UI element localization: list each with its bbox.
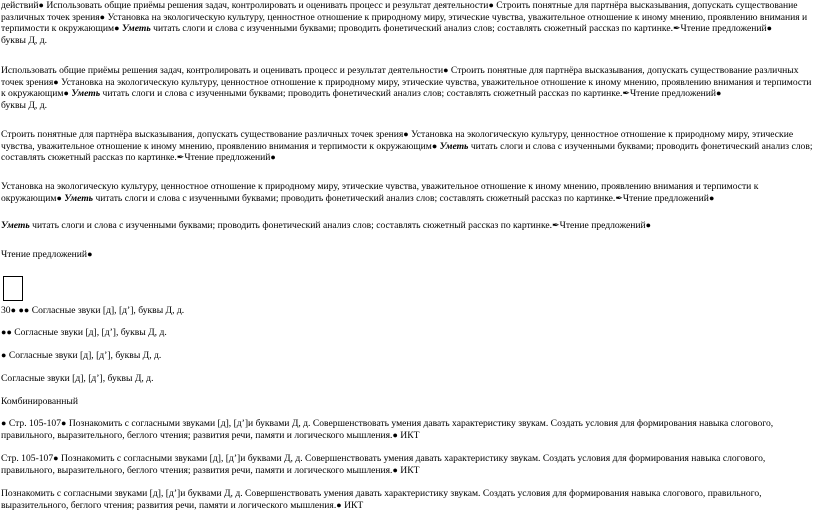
paragraph-10 — [1, 373, 813, 385]
bullet-icon: ● — [53, 76, 59, 87]
text: читать слоги и слова с изученными буквами; проводить фонетический анализ слов; составлять сюжетный рассказ по картинке. — [93, 192, 616, 204]
text: Строить понятные для партнёра высказывания, допускать существование различных точек зрения — [1, 0, 798, 23]
paragraph-9 — [1, 350, 813, 362]
emphasis-text: Уметь — [71, 88, 101, 100]
text: читать слоги и слова с изученными буквами; проводить фонетический анализ слов; составлять сюжетный рассказ по картинке. — [1, 140, 813, 164]
text: Чтение предложений — [680, 23, 767, 35]
text: ИКТ — [341, 499, 364, 511]
text: Стр. 105-107 — [1, 453, 54, 464]
paragraph-12 — [1, 418, 813, 441]
text: 30 — [1, 305, 11, 316]
bullet-icon: ● — [87, 249, 93, 259]
bullet-icon: ● — [38, 0, 44, 10]
paragraph-3 — [1, 129, 813, 164]
text: Познакомить с согласными звуками [д], [д’]и буквами Д, д. Совершенствовать умения давать характеристику звукам. Создать условия для формирования навыка слогового, правильного, выразительного, беглого чтения; развития речи, памяти и логического мышления. — [1, 488, 762, 511]
bullet-icon: ● — [99, 11, 106, 22]
text: Установка на экологическую культуру, ценностное отношение к природному миру, этические чувства, уважительное отношение к иному мнению, проявлению внимания и терпимости к окружающим — [1, 76, 812, 100]
text: Установка на экологическую культуру, ценностное отношение к природному миру, этические чувства, уважительное отношение к иному мнению, проявлению внимания и терпимости к окружающим — [1, 11, 808, 35]
text: читать слоги и слова с изученными буквами; проводить фонетический анализ слов; составлять сюжетный рассказ по картинке. — [100, 88, 623, 100]
paragraph-14 — [1, 488, 813, 511]
bullet-icon: ● — [766, 23, 773, 34]
pen-icon: ✒ — [622, 88, 630, 99]
bullet-icon: ● — [716, 88, 722, 99]
text: Использовать общие приёмы решения задач, контролировать и оценивать процесс и результат деятельности — [43, 0, 489, 11]
paragraph-1 — [1, 0, 813, 46]
bullet-icon: ● — [403, 129, 409, 139]
empty-box — [3, 276, 23, 301]
bullet-icon: ● — [645, 220, 652, 230]
emphasis-text: Уметь — [1, 220, 30, 231]
emphasis-text: Уметь — [64, 192, 94, 204]
text: Чтение предложений — [1, 249, 88, 260]
bullet-icon: ● — [488, 0, 494, 10]
bullet-icon: ● — [18, 305, 24, 315]
bullet-icon: ● — [392, 464, 398, 475]
emphasis-text: Уметь — [121, 23, 151, 35]
text: Согласные звуки [д], [д’], буквы Д, д. — [1, 373, 154, 384]
paragraph-7 — [1, 305, 813, 317]
pen-icon: ✒ — [552, 220, 560, 230]
text: Согласные звуки [д], [д’], буквы Д, д. — [11, 327, 167, 338]
bullet-icon: ● — [23, 305, 30, 315]
text: Комбинированный — [1, 396, 78, 407]
bullet-icon: ● — [6, 327, 12, 337]
bullet-icon: ● — [114, 23, 120, 34]
text: Согласные звуки [д], [д’], буквы Д, д. — [6, 350, 162, 361]
bullet-icon: ● — [431, 140, 438, 151]
paragraph-4 — [1, 181, 813, 204]
text: Использовать общие приёмы решения задач, контролировать и оценивать процесс и результат деятельности — [1, 65, 444, 76]
text: ИКТ — [397, 429, 420, 441]
bullet-icon: ● — [53, 453, 59, 463]
text: читать слоги и слова с изученными буквами; проводить фонетический анализ слов; составлять сюжетный рассказ по картинке. — [150, 23, 673, 35]
text: Согласные звуки [д], [д’], буквы Д, д. — [29, 305, 185, 316]
text: читать слоги и слова с изученными буквами; проводить фонетический анализ слов; составлять сюжетный рассказ по картинке. — [29, 220, 553, 231]
text: буквы Д, д. — [1, 99, 47, 111]
text: Чтение предложений — [629, 88, 716, 100]
text: Чтение предложений — [622, 192, 709, 204]
bullet-icon: ● — [61, 418, 67, 428]
paragraph-11 — [1, 396, 813, 408]
bullet-icon: ● — [336, 499, 342, 510]
bullet-icon: ● — [56, 192, 62, 203]
text: Строить понятные для партнёра высказывания, допускать существование различных точек зрения — [1, 65, 799, 88]
text: Строить понятные для партнёра высказывания, допускать существование различных точек зрения — [1, 129, 404, 140]
bullet-icon: ● — [10, 305, 17, 315]
bullet-icon: ● — [708, 192, 715, 203]
paragraph-8 — [1, 327, 813, 339]
bullet-icon: ● — [443, 65, 449, 75]
paragraph-5 — [1, 220, 813, 232]
paragraph-2 — [1, 65, 813, 111]
pen-icon: ✒ — [673, 23, 681, 34]
text: Установка на экологическую культуру, ценностное отношение к природному миру, этические чувства, уважительное отношение к иному мнению, проявлению внимания и терпимости к окружающим — [1, 181, 759, 204]
text: Чтение предложений — [184, 152, 271, 164]
pen-icon: ✒ — [176, 152, 185, 163]
text: буквы Д, д. — [1, 34, 47, 46]
text: Установка на экологическую культуру, ценностное отношение к природному миру, этические чувства, уважительное отношение к иному мнению, проявлению внимания и терпимости к окружающим — [1, 129, 794, 152]
bullet-icon: ● — [63, 88, 69, 99]
bullet-icon: ● — [1, 350, 7, 360]
text: Познакомить с согласными звуками [д], [д’]и буквами Д, д. Совершенствовать умения давать характеристику звукам. Создать условия для формирования навыка слогового, правильного, выразительного, беглого чтения; развития речи, памяти и логического мышления. — [1, 418, 774, 441]
paragraph-6 — [1, 249, 813, 261]
text: Чтение предложений — [559, 220, 646, 231]
pen-icon: ✒ — [615, 192, 623, 203]
bullet-icon: ● — [392, 429, 398, 440]
paragraph-13 — [1, 453, 813, 476]
bullet-icon: ● — [270, 152, 276, 163]
bullet-icon: ● — [1, 418, 7, 428]
text: действий — [1, 0, 39, 11]
text: ИКТ — [397, 464, 420, 476]
text: Стр. 105-107 — [6, 418, 61, 429]
bullet-icon: ● — [1, 327, 7, 337]
text: Познакомить с согласными звуками [д], [д’]и буквами Д, д. Совершенствовать умения давать характеристику звукам. Создать условия для формирования навыка слогового, правильного, выразительного, беглого чтения; развития речи, памяти и логического мышления. — [1, 453, 766, 476]
emphasis-text: Уметь — [439, 140, 469, 152]
